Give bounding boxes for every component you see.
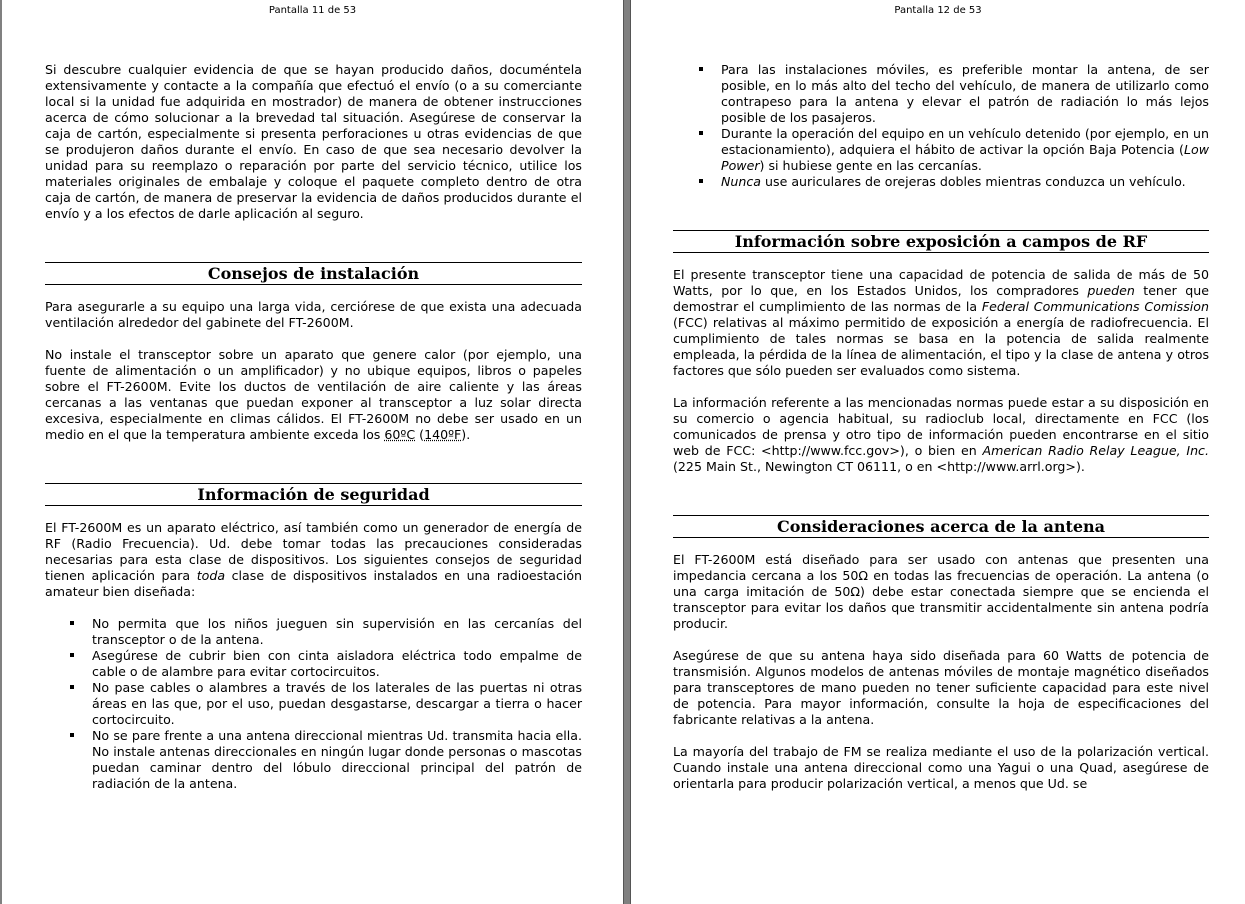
list-item: Nunca use auriculares de orejeras dobles mientras conduzca un vehículo. [673, 174, 1209, 190]
list-item: Para las instalaciones móviles, es preferible montar la antena, de ser posible, en lo más alto del techo del vehículo, de manera de utilizarlo como contrapeso para la antena y elevar el patrón de radiación lo más lejos posible de los pasajeros. [673, 62, 1209, 126]
bullet-icon [70, 621, 74, 625]
safety-list [45, 616, 582, 792]
rf-exposure-heading: Información sobre exposición a campos de RF [673, 230, 1209, 253]
list-item: Asegúrese de cubrir bien con cinta aisladora eléctrica todo empalme de cable o de alambre para evitar cortocircuitos. [45, 648, 582, 680]
bullet-icon [70, 653, 74, 657]
shipping-damage-paragraph: Si descubre cualquier evidencia de que se hayan producido daños, documéntela extensivamente y contacte a la compañía que efectuó el envío (o a su comerciante local si la unidad fue adquirida en mostrador) de manera de obtener instrucciones acerca de cómo solucionar a la brevedad tal situación. Asegúrese de conservar la caja de cartón, especialmente si presenta perforaciones u otras evidencias de que se produjeron daños durante el envío. En caso de que sea necesario devolver la unidad para su reemplazo o reparación por parte del servicio técnico, utilice los materiales originales de embalaje y coloque el paquete completo dentro de otra caja de cartón, de manera de preservar la evidencia de daños producidos durante el envío y a los efectos de darle aplicación al seguro. [45, 62, 582, 221]
page-counter: Pantalla 12 de 53 [894, 5, 982, 16]
antenna-impedance-paragraph: El FT-2600M está diseñado para ser usado con antenas que presenten una impedancia cercana a los 50Ω en todas las frecuencias de operación. La antena (o una carga imitación de 50Ω) debe estar conectada siempre que se encienda el transceptor para evitar los daños que transmitir accidentalmente sin antena podría producir. [673, 552, 1209, 631]
rf-info-paragraph: La información referente a las mencionadas normas puede estar a su disposición en su comercio o agencia habitual, su radioclub local, directamente en FCC (los comunicados de prensa y otro tipo de información pueden encontrarse en el sitio web de FCC: <http://www.fcc.gov>), o bien en American Radio Relay League, Inc. (225 Main St., Newington CT 06111, o en <http://www.arrl.org>). [673, 395, 1209, 474]
right-page [630, 0, 1245, 904]
list-item: Durante la operación del equipo en un vehículo detenido (por ejemplo, en un estacionamiento), adquiera el hábito de activar la opción Baja Potencia (Low Power) si hubiese gente en las cercanías. [673, 126, 1209, 174]
safety-heading: Información de seguridad [45, 483, 582, 506]
installation-heading: Consejos de instalación [45, 262, 582, 285]
heat-placement-paragraph: No instale el transceptor sobre un aparato que genere calor (por ejemplo, una fuente de alimentación o un amplificador) y no ubique equipos, libros o papeles sobre el FT-2600M. Evite los ductos de ventilación de aire caliente y las áreas cercanas a las ventanas que puedan exponer al transceptor a luz solar directa excesiva, especialmente en climas cálidos. El FT-2600M no debe ser usado en un medio en el que la temperatura ambiente exceda los 60ºC (140ºF). [45, 347, 582, 442]
safety-list-continued [673, 62, 1209, 190]
list-item: No permita que los niños jueguen sin supervisión en las cercanías del transceptor o de la antena. [45, 616, 582, 648]
list-item: No se pare frente a una antena direccional mientras Ud. transmita hacia ella. No instale antenas direccionales en ningún lugar donde personas o mascotas puedan caminar dentro del lóbulo direccional principal del patrón de radiación de la antena. [45, 728, 582, 792]
bullet-icon [699, 67, 703, 71]
antenna-polarization-paragraph: La mayoría del trabajo de FM se realiza mediante el uso de la polarización vertical. Cuando instale una antena direccional como una Yagui o una Quad, asegúrese de orientarla para producir polarización vertical, a menos que Ud. se [673, 744, 1209, 791]
list-item: No pase cables o alambres a través de los laterales de las puertas ni otras áreas en las que, por el uso, puedan desgastarse, descargar a tierra o hacer cortocircuito. [45, 680, 582, 728]
temperature-fahrenheit: 140ºF [424, 427, 462, 442]
ventilation-paragraph: Para asegurarle a su equipo una larga vida, cerciórese de que exista una adecuada ventilación alrededor del gabinete del FT-2600M. [45, 299, 582, 330]
antenna-power-paragraph: Asegúrese de que su antena haya sido diseñada para 60 Watts de potencia de transmisión. Algunos modelos de antenas móviles de montaje magnético diseñados para transceptores de mano pueden no tener suficiente capacidad para este nivel de potencia. Para mayor información, consulte la hoja de especificaciones del fabricante relativas a la antena. [673, 648, 1209, 727]
antenna-heading: Consideraciones acerca de la antena [673, 515, 1209, 538]
safety-intro-paragraph: El FT-2600M es un aparato eléctrico, así también como un generador de energía de RF (Radio Frecuencia). Ud. debe tomar todas las precauciones consideradas necesarias para esta clase de dispositivos. Los siguientes consejos de seguridad tienen aplicación para toda clase de dispositivos instalados en una radioestación amateur bien diseñada: [45, 520, 583, 599]
bullet-icon [70, 685, 74, 689]
right-page-content [673, 62, 1209, 792]
bullet-icon [70, 733, 74, 737]
page-counter: Pantalla 11 de 53 [268, 5, 357, 16]
bullet-icon [699, 131, 703, 135]
bullet-icon [699, 179, 703, 183]
temperature-celsius: 60ºC [384, 427, 416, 442]
left-page-content [45, 62, 582, 792]
left-page [2, 0, 624, 904]
rf-exposure-paragraph: El presente transceptor tiene una capacidad de potencia de salida de más de 50 Watts, por lo que, en los Estados Unidos, los compradores pueden tener que demostrar el cumplimiento de las normas de la Federal Communications Comission (FCC) relativas al máximo permitido de exposición a energía de radiofrecuencia. El cumplimiento de tales normas se basa en la potencia de salida realmente empleada, la pérdida de la línea de alimentación, el tipo y la clase de antena y otros factores que sólo pueden ser evaluados como sistema. [673, 267, 1210, 378]
